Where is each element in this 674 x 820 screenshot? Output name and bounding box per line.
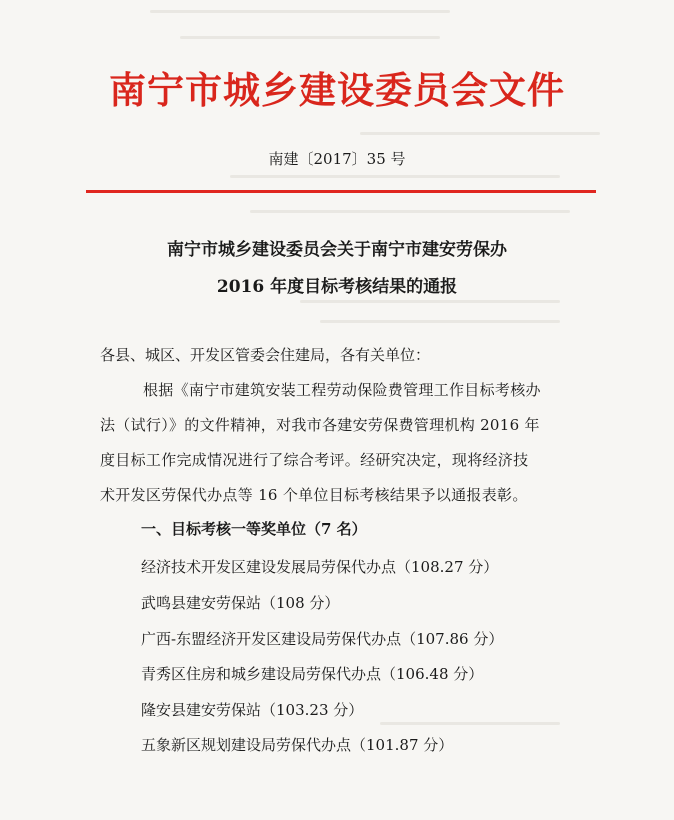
bleed-through-line <box>380 722 560 725</box>
award-entry: 隆安县建安劳保站（103.23 分） <box>141 701 364 719</box>
body-line-4: 术开发区劳保代办点等 16 个单位目标考核结果予以通报表彰。 <box>100 486 528 504</box>
bleed-through-line <box>180 36 440 39</box>
award-entry: 武鸣县建安劳保站（108 分） <box>141 594 340 612</box>
award-entry: 五象新区规划建设局劳保代办点（101.87 分） <box>141 736 454 754</box>
bleed-through-line <box>320 320 560 323</box>
award-entry: 广西-东盟经济开发区建设局劳保代办点（107.86 分） <box>141 630 504 648</box>
document-number: 南建〔2017〕35 号 <box>268 150 406 168</box>
document-title-line-1: 南宁市城乡建设委员会关于南宁市建安劳保办 <box>167 240 507 260</box>
body-line-1: 根据《南宁市建筑安装工程劳动保险费管理工作目标考核办 <box>143 381 541 399</box>
bleed-through-line <box>250 210 570 213</box>
bleed-through-line <box>300 300 560 303</box>
award-entry: 青秀区住房和城乡建设局劳保代办点（106.48 分） <box>141 665 484 683</box>
red-divider-line <box>86 190 596 193</box>
bleed-through-line <box>150 10 450 13</box>
body-line-2: 法（试行）》的文件精神，对我市各建安劳保费管理机构 2016 年 <box>100 416 540 434</box>
body-line-3: 度目标工作完成情况进行了综合考评。经研究决定，现将经济技 <box>100 451 529 469</box>
document-masthead: 南宁市城乡建设委员会文件 <box>109 69 565 112</box>
section-heading: 一、目标考核一等奖单位（7 名） <box>141 520 367 538</box>
salutation: 各县、城区、开发区管委会住建局，各有关单位： <box>100 346 431 364</box>
award-entry: 经济技术开发区建设发展局劳保代办点（108.27 分） <box>141 558 499 576</box>
bleed-through-line <box>360 132 600 135</box>
document-title-line-2: 2016 年度目标考核结果的通报 <box>216 277 458 297</box>
bleed-through-line <box>230 175 560 178</box>
